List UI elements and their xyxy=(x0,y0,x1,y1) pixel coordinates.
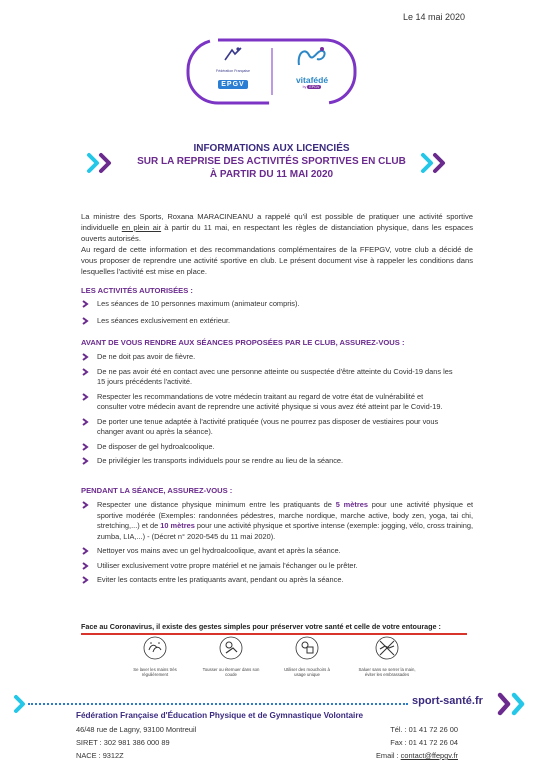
gymnast-icon xyxy=(222,46,244,62)
chevron-bullet-icon xyxy=(81,562,91,570)
list-item: De ne pas avoir été en contact avec une personne atteinte ou suspectée d'être atteinte du Covid-19 dans les 15 jours précédents l'activité. xyxy=(81,367,453,388)
list-item: Les séances exclusivement en extérieur. xyxy=(81,316,473,327)
page-title: INFORMATIONS AUX LICENCIÉS SUR LA REPRISE DES ACTIVITÉS SPORTIVES EN CLUB À PARTIR DU 11 MAI 2020 xyxy=(137,143,406,180)
coronavirus-warning: Face au Coronavirus, il existe des gestes simples pour préserver votre santé et celle de votre entourage : xyxy=(81,622,441,631)
footer-address: 46/48 rue de Lagny, 93100 Montreuil xyxy=(76,725,197,734)
list-item: De porter une tenue adaptée à l'activité pratiquée (vous ne pourrez pas disposer de vestiaires pour vous changer avant ou après la séance). xyxy=(81,417,453,438)
chevron-bullet-icon xyxy=(81,418,91,426)
list-item: Respecter les recommandations de votre médecin traitant au regard de votre état de vulnérabilité et consulter votre médecin avant de reprendre une activité physique si vous avez été atteint par le Covid-19. xyxy=(81,392,453,413)
intro-text: La ministre des Sports, Roxana MARACINEANU a rappelé qu'il est possible de pratiquer une activité sportive individuelle en plein air à partir du 11 mai, en respectant les règles de distanciation physique, dans les espaces ouverts autorisés. Au regard de cette information et des recommandations complémentaires de la FFEPGV, votre club a décidé de vous proposer de reprendre une activité sportive en club. Le présent document vise à rappeler les conditions dans lesquelles l'activité est mise en place. xyxy=(81,212,473,276)
geste-cough-elbow: Tousser ou éternuer dans son coude xyxy=(202,636,260,677)
footer-siret: SIRET : 302 981 386 000 89 xyxy=(76,738,170,747)
footer-tel: Tél. : 01 41 72 26 00 xyxy=(390,725,458,734)
list-item: De privilégier les transports individuels pour se rendre au lieu de la séance. xyxy=(81,456,453,467)
chevron-bullet-icon xyxy=(81,368,91,376)
chevron-bullet-icon xyxy=(81,457,91,465)
list-item: De disposer de gel hydroalcoolique. xyxy=(81,442,453,453)
geste-tissue: Utiliser des mouchoirs à usage unique xyxy=(278,636,336,677)
gestes-barrieres xyxy=(126,636,426,686)
list-item: De ne doit pas avoir de fièvre. xyxy=(81,352,453,363)
geste-wash-hands: Se laver les mains très régulièrement xyxy=(126,636,184,677)
chevron-bullet-icon xyxy=(81,300,91,308)
chevron-bullet-icon xyxy=(81,501,91,509)
no-handshake-icon xyxy=(375,636,399,660)
chevron-bullet-icon xyxy=(81,576,91,584)
ffepgv-logo: Fédération Française EPGV xyxy=(208,46,258,91)
footer-double-chevron-right-icon xyxy=(496,692,534,716)
footer-email: Email : contact@ffepgv.fr xyxy=(376,751,458,760)
pendant-list xyxy=(81,500,473,586)
wash-hands-icon xyxy=(143,636,167,660)
chevron-bullet-icon xyxy=(81,393,91,401)
footer-fax: Fax : 01 41 72 26 04 xyxy=(390,738,458,747)
chevron-bullet-icon xyxy=(81,353,91,361)
double-chevron-right-icon xyxy=(420,152,454,174)
sport-sante-site: sport-santé.fr xyxy=(412,695,483,707)
section-title-avant: AVANT DE VOUS RENDRE AUX SÉANCES PROPOSÉES PAR LE CLUB, ASSUREZ-VOUS : xyxy=(81,338,405,347)
email-link[interactable]: contact@ffepgv.fr xyxy=(400,751,458,760)
vitafede-logo: vitafédé by EPGV xyxy=(286,45,338,89)
section-title-pendant: PENDANT LA SÉANCE, ASSUREZ-VOUS : xyxy=(81,486,233,495)
organization-name: Fédération Française d'Éducation Physique et de Gymnastique Volontaire xyxy=(76,711,364,720)
tissue-icon xyxy=(295,636,319,660)
footer-nace: NACE : 9312Z xyxy=(76,751,124,760)
list-item: Eviter les contacts entre les pratiquants avant, pendant ou après la séance. xyxy=(81,575,473,586)
chevron-bullet-icon xyxy=(81,317,91,325)
chevron-bullet-icon xyxy=(81,547,91,555)
section-title-activites: LES ACTIVITÉS AUTORISÉES : xyxy=(81,286,193,295)
vitafede-swirl-icon xyxy=(295,45,329,69)
geste-no-handshake: Saluer sans se serrer la main, éviter les embrassades xyxy=(358,636,416,677)
chevron-bullet-icon xyxy=(81,443,91,451)
footer-dotted-line xyxy=(28,703,408,705)
list-item: Respecter une distance physique minimum entre les pratiquants de 5 mètres pour une activité physique et sportive modérée (Exemples: randonnées pédestres, marche nordique, marche active, body zen, yoga, tai chi, stretching,...) et de 10 mètres pour une activité physique et sportive intense (exemple: jogging, vélo, cross training, zumba, LIA,...) - (Décret n° 2020-545 du 11 mai 2020). xyxy=(81,500,473,542)
avant-list xyxy=(81,352,453,467)
activites-list xyxy=(81,299,473,326)
list-item: Nettoyer vos mains avec un gel hydroalcoolique, avant et après la séance. xyxy=(81,546,473,557)
warning-divider xyxy=(81,633,467,635)
document-date: Le 14 mai 2020 xyxy=(402,12,465,22)
list-item: Utiliser exclusivement votre propre matériel et ne jamais l'échanger ou le prêter. xyxy=(81,561,473,572)
list-item: Les séances de 10 personnes maximum (animateur compris). xyxy=(81,299,473,310)
cough-elbow-icon xyxy=(219,636,243,660)
